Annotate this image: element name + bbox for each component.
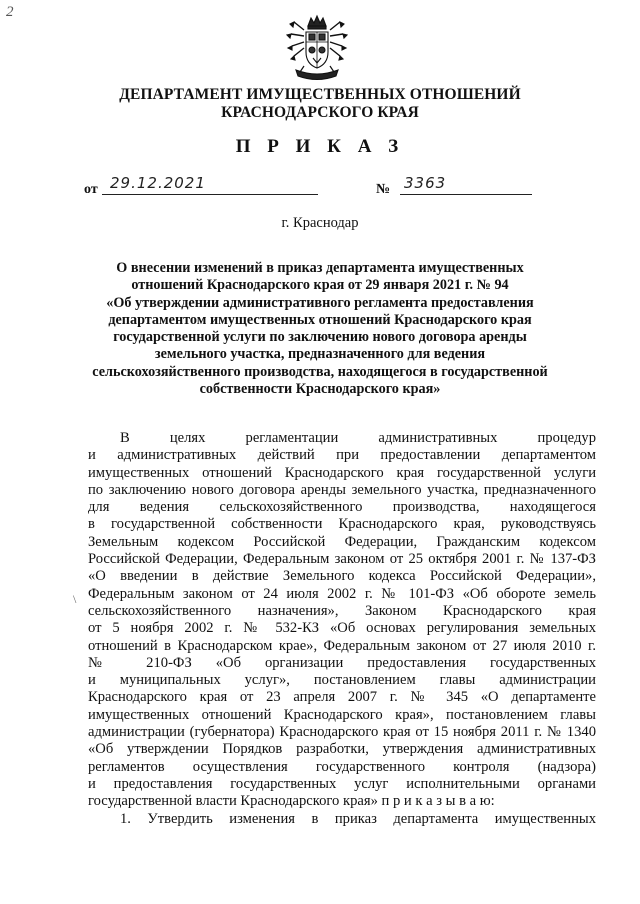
subject-line: О внесении изменений в приказ департамента имущественных <box>116 260 524 276</box>
body-line: имущественных отношений Краснодарского края государственной услуги <box>88 464 596 481</box>
page-number-mark: 2 <box>6 4 14 20</box>
body-line: 1. Утвердить изменения в приказ департамента имущественных <box>120 810 596 827</box>
body-line: для ведения сельскохозяйственного производства, находящегося <box>88 499 596 516</box>
order-subject <box>70 260 570 398</box>
subject-line: сельскохозяйственного производства, находящегося в государственной <box>92 363 548 380</box>
subject-line: департаментом имущественных отношений Краснодарского края <box>108 311 532 328</box>
coat-of-arms-icon <box>286 12 348 84</box>
date-underline <box>102 194 318 195</box>
city: г. Краснодар <box>281 215 359 231</box>
subject-line: отношений Краснодарского края от 29 января 2021 г. № 94 <box>131 277 509 294</box>
body-line: В целях регламентации административных процедур <box>120 430 596 446</box>
subject-line: земельного участка, предназначенного для ведения <box>154 346 486 363</box>
body-line: Российской Федерации, Федеральным законом от 25 октября 2001 г. № 137-ФЗ <box>88 551 596 568</box>
number-underline <box>400 194 532 195</box>
body-line: № 210-ФЗ «Об организации предоставления государственных <box>88 654 596 671</box>
body-line: и муниципальных услуг», постановлением главы администрации <box>88 672 596 689</box>
body-line: и административных действий при предоставлении департаментом <box>88 447 596 464</box>
date-label: от <box>84 182 98 197</box>
department-heading <box>60 86 580 122</box>
body-line: от 5 ноября 2002 г. № 532-КЗ «Об основах регулирования земельных <box>88 620 596 637</box>
order-title: П Р И К А З <box>235 136 405 157</box>
body-line: администрации (губернатора) Краснодарского края от 15 ноября 2011 г. № 1340 <box>88 724 596 741</box>
subject-line: «Об утверждении административного регламента предоставления <box>106 294 534 311</box>
body-line: по заключению нового договора аренды земельного участка, предназначенного <box>88 481 596 498</box>
body-line: в государственной собственности Краснодарского края, руководствуясь <box>88 516 596 533</box>
body-line: Федеральным законом от 24 июля 2002 г. № 101-ФЗ «Об обороте земель <box>88 585 596 602</box>
number-value: 3363 <box>404 174 447 192</box>
body-line: регламентов осуществления государственного контроля (надзора) <box>88 758 596 775</box>
margin-mark: \ <box>73 592 77 606</box>
body-line: сельскохозяйственного назначения», Законом Краснодарского края <box>88 602 596 619</box>
body-line: Земельным кодексом Российской Федерации, Гражданским кодексом <box>88 533 596 550</box>
number-label: № <box>376 182 391 197</box>
body-line: «О введении в действие Земельного кодекса Российской Федерации», <box>88 568 596 585</box>
body-line: государственной власти Краснодарского края» п р и к а з ы в а ю: <box>88 793 495 810</box>
body-line: имущественных отношений Краснодарского края», постановлением главы <box>88 706 596 723</box>
body-line: отношений в Краснодарском крае», Федеральным законом от 27 июля 2010 г. <box>88 637 596 654</box>
subject-line: собственности Краснодарского края» <box>199 381 441 398</box>
body-line: и предоставления государственных услуг исполнительными органами <box>88 775 596 792</box>
body-line: «Об утверждении Порядков разработки, утверждения административных <box>88 741 596 758</box>
department-line-1: ДЕПАРТАМЕНТ ИМУЩЕСТВЕННЫХ ОТНОШЕНИЙ <box>119 86 521 103</box>
subject-line: государственной услуги по заключению нового договора аренды <box>113 329 527 346</box>
body-line: Краснодарского края от 23 апреля 2007 г. № 345 «О департаменте <box>88 689 596 706</box>
department-line-2: КРАСНОДАРСКОГО КРАЯ <box>221 104 419 121</box>
order-body <box>88 430 596 828</box>
date-number-row <box>84 174 574 200</box>
date-value: 29.12.2021 <box>110 174 206 192</box>
